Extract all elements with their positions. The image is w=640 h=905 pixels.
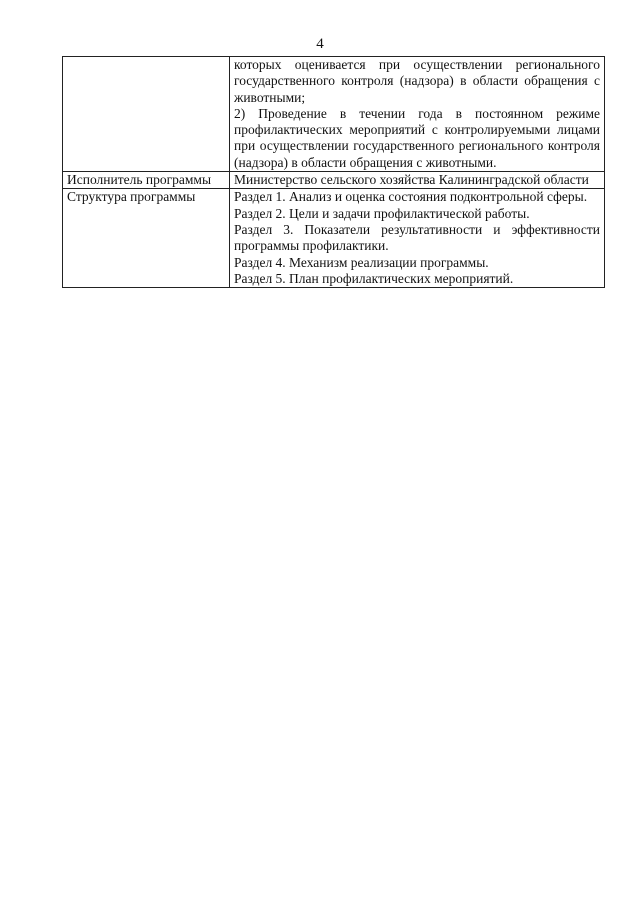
row-label: Исполнитель программы bbox=[63, 172, 230, 189]
table-row bbox=[63, 172, 605, 189]
page-number: 4 bbox=[316, 36, 324, 52]
row-content bbox=[230, 189, 605, 288]
structure-section-item: Раздел 4. Механизм реализации программы. bbox=[234, 254, 489, 270]
row-content bbox=[230, 57, 605, 172]
row-label: Структура программы bbox=[63, 189, 230, 288]
content-paragraph: 2) Проведение в течении года в постоянном режиме профилактических мероприятий с контролируемыми лицами при осуществлении государственного регионального контроля (надзора) в области обращения с животными. bbox=[234, 105, 600, 170]
content-paragraph: которых оценивается при осуществлении регионального государственного контроля (надзора) в области обращения с животными; bbox=[234, 57, 600, 105]
structure-section-item: Раздел 1. Анализ и оценка состояния подконтрольной сферы. bbox=[234, 189, 588, 205]
structure-section-item: Раздел 5. План профилактических мероприятий. bbox=[234, 270, 514, 286]
content-paragraph: Министерство сельского хозяйства Калининградской области bbox=[234, 172, 589, 188]
row-content bbox=[230, 172, 605, 189]
program-passport-table bbox=[62, 56, 605, 288]
row-label bbox=[63, 57, 230, 172]
structure-section-item: Раздел 2. Цели и задачи профилактической работы. bbox=[234, 205, 530, 221]
table-row bbox=[63, 189, 605, 288]
table-row bbox=[63, 57, 605, 172]
structure-section-item: Раздел 3. Показатели результативности и эффективности программы профилактики. bbox=[234, 221, 600, 254]
